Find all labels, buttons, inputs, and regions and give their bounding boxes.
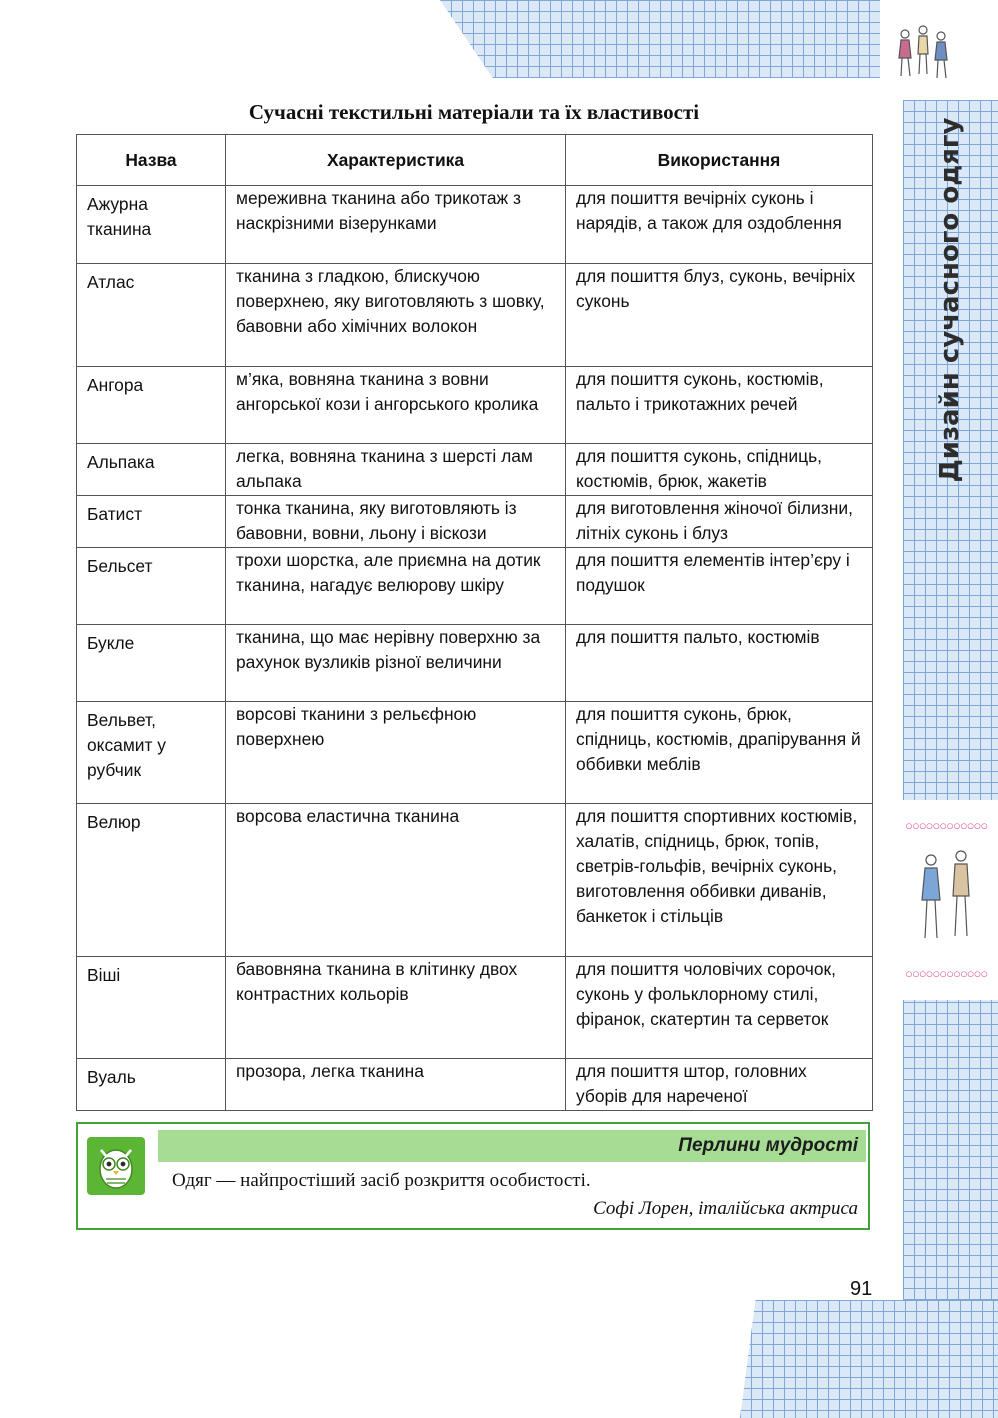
fabric-characteristic: ворсові тканини з рельєфною поверхнею xyxy=(226,702,566,804)
owl-icon xyxy=(87,1137,145,1195)
fabric-usage: для пошиття вечірніх суконь і нарядів, а також для оздоблення xyxy=(566,186,873,264)
ring-pattern-divider: ○○○○○○○○○○○○ xyxy=(905,966,988,981)
fabric-usage: для пошиття штор, головних уборів для нареченої xyxy=(566,1059,873,1111)
grid-decoration-bottom xyxy=(740,1300,998,1418)
table-row xyxy=(77,186,873,264)
fabric-name: Ангора xyxy=(77,367,226,444)
fashion-figures-illustration xyxy=(883,0,998,96)
table-row xyxy=(77,1059,873,1111)
fabric-characteristic: ворсова еластична тканина xyxy=(226,804,566,957)
fabric-name: Букле xyxy=(77,625,226,702)
table-header-row xyxy=(77,135,873,186)
fabric-usage: для пошиття чоловічих сорочок, суконь у фольклорному стилі, фіранок, скатертин та серветок xyxy=(566,957,873,1059)
wisdom-quote: Одяг — найпростіший засіб розкриття особистості. xyxy=(172,1170,591,1191)
fabric-characteristic: легка, вовняна тканина з шерсті лам альпака xyxy=(226,444,566,496)
ring-pattern-divider: ○○○○○○○○○○○○ xyxy=(905,818,988,833)
fabric-characteristic: тканина з гладкою, блискучою поверхнею, яку виготовляють з шовку, бавовни або хімічних волокон xyxy=(226,264,566,367)
table-row xyxy=(77,702,873,804)
fabric-usage: для пошиття елементів інтер’єру і подушок xyxy=(566,548,873,625)
fabric-characteristic: тонка тканина, яку виготовляють із бавовни, вовни, льону і віскози xyxy=(226,496,566,548)
table-row xyxy=(77,548,873,625)
section-title-vertical: Дизайн сучасного одягу xyxy=(935,117,965,483)
wisdom-box xyxy=(76,1122,870,1230)
fabric-characteristic: бавовняна тканина в клітинку двох контрастних кольорів xyxy=(226,957,566,1059)
column-header-usage: Використання xyxy=(566,135,873,186)
fabric-name: Велюр xyxy=(77,804,226,957)
fabric-name: Вуаль xyxy=(77,1059,226,1111)
table-row xyxy=(77,625,873,702)
fabric-name: Батист xyxy=(77,496,226,548)
table-row xyxy=(77,804,873,957)
fabric-usage: для пошиття суконь, костюмів, пальто і трикотажних речей xyxy=(566,367,873,444)
table-row xyxy=(77,444,873,496)
fabric-usage: для пошиття суконь, спідниць, костюмів, брюк, жакетів xyxy=(566,444,873,496)
table-row xyxy=(77,957,873,1059)
table-row xyxy=(77,496,873,548)
column-header-characteristic: Характеристика xyxy=(226,135,566,186)
fabric-characteristic: трохи шорстка, але приємна на дотик тканина, нагадує велюрову шкіру xyxy=(226,548,566,625)
fabric-characteristic: мереживна тканина або трикотаж з наскрізними візерунками xyxy=(226,186,566,264)
fabric-name: Вельвет, оксамит у рубчик xyxy=(77,702,226,804)
fabric-characteristic: прозора, легка тканина xyxy=(226,1059,566,1111)
fabric-materials-table xyxy=(76,134,873,1111)
fabric-name: Альпака xyxy=(77,444,226,496)
page-number: 91 xyxy=(850,1278,873,1300)
wisdom-author: Софі Лорен, італійська актриса xyxy=(593,1198,858,1219)
page-title: Сучасні текстильні матеріали та їх властивості xyxy=(248,100,700,124)
fabric-usage: для пошиття спортивних костюмів, халатів, спідниць, брюк, топів, светрів-гольфів, вечірніх суконь, виготовлення оббивки диванів, банкеток і стільців xyxy=(566,804,873,957)
fabric-usage: для виготовлення жіночої білизни, літніх суконь і блуз xyxy=(566,496,873,548)
fabric-name: Ажурна тканина xyxy=(77,186,226,264)
table-row xyxy=(77,264,873,367)
fabric-name: Атлас xyxy=(77,264,226,367)
table-row xyxy=(77,367,873,444)
fabric-usage: для пошиття блуз, суконь, вечірніх суконь xyxy=(566,264,873,367)
fabric-characteristic: тканина, що має нерівну поверхню за рахунок вузликів різної величини xyxy=(226,625,566,702)
column-header-name: Назва xyxy=(77,135,226,186)
wisdom-heading: Перлини мудрості xyxy=(158,1130,866,1162)
fabric-usage: для пошиття пальто, костюмів xyxy=(566,625,873,702)
fabric-name: Бельсет xyxy=(77,548,226,625)
fabric-characteristic: м’яка, вовняна тканина з вовни ангорської кози і ангорського кролика xyxy=(226,367,566,444)
grid-decoration-top xyxy=(440,0,880,78)
fabric-name: Віші xyxy=(77,957,226,1059)
fabric-usage: для пошиття суконь, брюк, спідниць, костюмів, драпірування й оббивки меблів xyxy=(566,702,873,804)
